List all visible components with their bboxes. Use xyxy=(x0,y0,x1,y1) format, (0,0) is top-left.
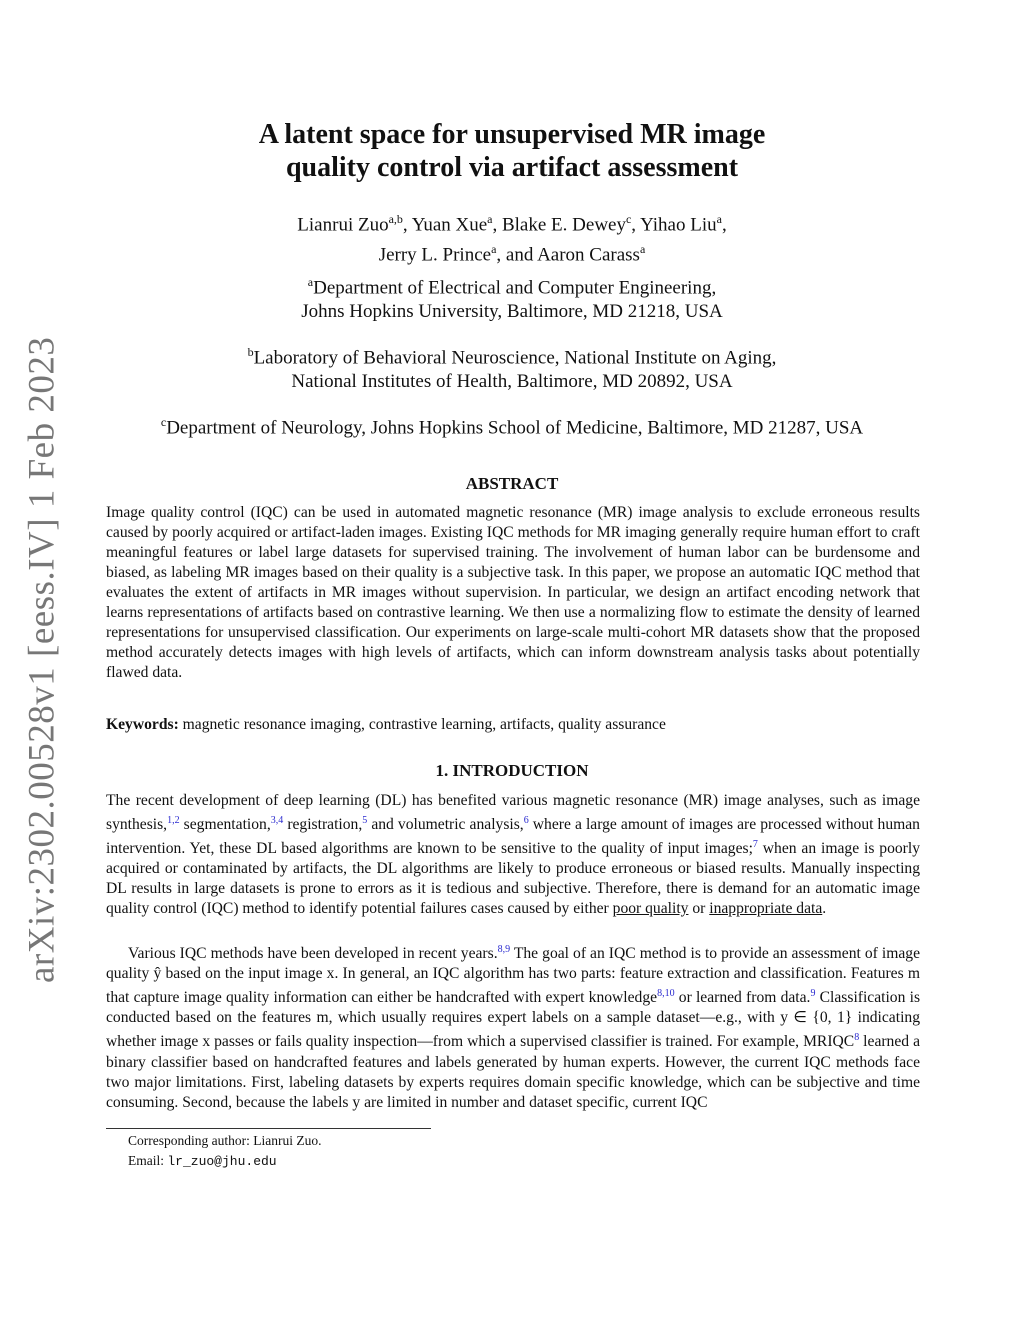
paper-title xyxy=(150,118,874,184)
author-name: Blake E. Dewey xyxy=(501,214,626,236)
author-separator: , xyxy=(721,214,727,236)
title-line-2: quality control via artifact assessment xyxy=(285,152,739,183)
title-line-1: A latent space for unsupervised MR image xyxy=(258,119,766,150)
author-affil-mark: a xyxy=(716,212,722,226)
affiliation-mark: b xyxy=(247,345,254,359)
arxiv-identifier-stamp: arXiv:2302.00528v1 [eess.IV] 1 Feb 2023 xyxy=(21,336,63,984)
abstract-heading: ABSTRACT xyxy=(465,474,559,493)
affiliation-a xyxy=(110,270,914,324)
author-line-1 xyxy=(150,207,874,237)
text-run: or xyxy=(688,900,710,918)
affiliation-c xyxy=(110,410,914,440)
citation-reference[interactable]: 3,4 xyxy=(270,815,284,826)
affiliation-mark: a xyxy=(307,275,314,289)
author-separator: , and xyxy=(496,244,538,266)
affiliation-line: Department of Neurology, Johns Hopkins School of Medicine, Baltimore, MD 21287, USA xyxy=(166,417,864,439)
footnote-email xyxy=(128,1151,277,1171)
abstract-text: Image quality control (IQC) can be used in automated magnetic resonance (MR) image analysis to exclude erroneous results caused by poorly acquired or artifact-laden images. Existing IQC methods for MR imaging generally require human effort to craft meaningful features or label large datasets for supervised training. The involvement of human labor can be burdensome and biased, as labeling MR images based on their quality is a subjective task. In this paper, we propose an automatic IQC method that evaluates the extent of artifacts in MR images without supervision. In particular, we design an artifact encoding network that learns representations of artifacts based on contrastive learning. We then use a normalizing flow to estimate the density of learned representations for unsupervised classification. Our experiments on large-scale multi-cohort MR datasets show that the proposed method accurately detects images with high levels of artifacts, which can inform downstream analysis tasks about potentially flawed data. xyxy=(106,504,920,681)
text-run: The recent development of deep learning (DL) has benefited various magnetic resonance (MR) image analyses, such as image synthesis, xyxy=(106,792,920,834)
email-address: lr_zuo@jhu.edu xyxy=(167,1154,277,1169)
citation-reference[interactable]: 7 xyxy=(752,839,758,851)
text-run: Various IQC methods have been developed in recent years. xyxy=(128,945,498,963)
text-run: . xyxy=(822,900,827,918)
footnote-divider xyxy=(106,1128,431,1129)
introduction-heading: 1. INTRODUCTION xyxy=(435,761,589,780)
footnote-corresponding-author: Corresponding author: Lianrui Zuo. xyxy=(128,1133,322,1148)
introduction-paragraph-2 xyxy=(106,940,920,1113)
text-run: registration, xyxy=(283,816,363,834)
author-separator: , xyxy=(631,214,641,236)
citation-reference[interactable]: 5 xyxy=(362,815,368,826)
email-label: Email: xyxy=(128,1153,168,1168)
affiliation-line: Laboratory of Behavioral Neuroscience, National Institute on Aging, xyxy=(253,347,777,369)
author-affil-mark: a,b xyxy=(388,212,403,226)
affiliation-line: National Institutes of Health, Baltimore, MD 20892, USA xyxy=(291,371,733,393)
text-run: learned a binary classifier based on handcrafted features and labels generated by human experts. However, the current IQC methods face two major limitations. First, labeling datasets by experts requires domain specific knowledge, which can be subjective and time consuming. Second, because the labels y are limited in number and dataset specific, current IQC xyxy=(106,1033,920,1111)
text-run: where a large amount of images are processed without human intervention. Yet, these DL based algorithms are known to be sensitive to the quality of input images; xyxy=(106,816,920,858)
affiliation-line: Johns Hopkins University, Baltimore, MD 21218, USA xyxy=(301,301,723,323)
author-name: Yuan Xue xyxy=(411,214,488,236)
author-affil-mark: c xyxy=(625,212,632,226)
author-affil-mark: a xyxy=(491,242,497,257)
citation-reference[interactable]: 9 xyxy=(810,988,816,1000)
text-run: when an image is poorly acquired or contaminated by artifacts, the DL algorithms are likely to produce erroneous or biased results. Manually inspecting DL results in large datasets is prone to errors as it is tedious and subjective. Therefore, there is demand for an automatic image quality control (IQC) method to identify potential failures cases caused by either xyxy=(106,840,920,918)
underlined-term: poor quality xyxy=(612,900,689,918)
introduction-paragraph-1 xyxy=(106,791,920,919)
author-name: Aaron Carass xyxy=(537,244,640,266)
citation-reference[interactable]: 8,9 xyxy=(497,944,511,955)
affiliation-b xyxy=(110,340,914,394)
author-affil-mark: a xyxy=(487,212,493,226)
underlined-term: inappropriate data xyxy=(709,900,823,918)
citation-reference[interactable]: 1,2 xyxy=(167,815,180,826)
citation-reference[interactable]: 8,10 xyxy=(657,988,675,1000)
citation-reference[interactable]: 6 xyxy=(523,815,529,826)
author-affil-mark: a xyxy=(639,242,646,257)
author-line-2 xyxy=(150,237,874,267)
text-run: or learned from data. xyxy=(674,989,811,1007)
keywords-label: Keywords: xyxy=(106,716,179,733)
text-run: The goal of an IQC method is to provide an assessment of image quality ŷ based on the input image x. In general, an IQC algorithm has two parts: feature extraction and classification. Features m that capture image quality information can either be handcrafted with expert knowledge xyxy=(106,945,920,1007)
text-run: segmentation, xyxy=(179,816,271,834)
text-run: and volumetric analysis, xyxy=(367,816,524,834)
author-name: Lianrui Zuo xyxy=(297,214,389,236)
author-separator: , xyxy=(402,214,412,236)
keywords-text: magnetic resonance imaging, contrastive learning, artifacts, quality assurance xyxy=(178,716,666,733)
author-name: Yihao Liu xyxy=(640,214,717,236)
author-list xyxy=(150,207,874,268)
author-name: Jerry L. Prince xyxy=(378,244,492,266)
author-separator: , xyxy=(492,214,502,236)
citation-reference[interactable]: 8 xyxy=(854,1032,860,1044)
affiliation-line: Department of Electrical and Computer Engineering, xyxy=(313,277,717,299)
keywords xyxy=(106,715,920,735)
affiliation-mark: c xyxy=(160,415,167,429)
text-run: Classification is conducted based on the features m, which usually requires expert labels on a sample dataset—e.g., with y ∈ {0, 1} indicating whether image x passes or fails quality inspection—from which a supervised classifier is trained. For example, MRIQC xyxy=(106,989,921,1051)
